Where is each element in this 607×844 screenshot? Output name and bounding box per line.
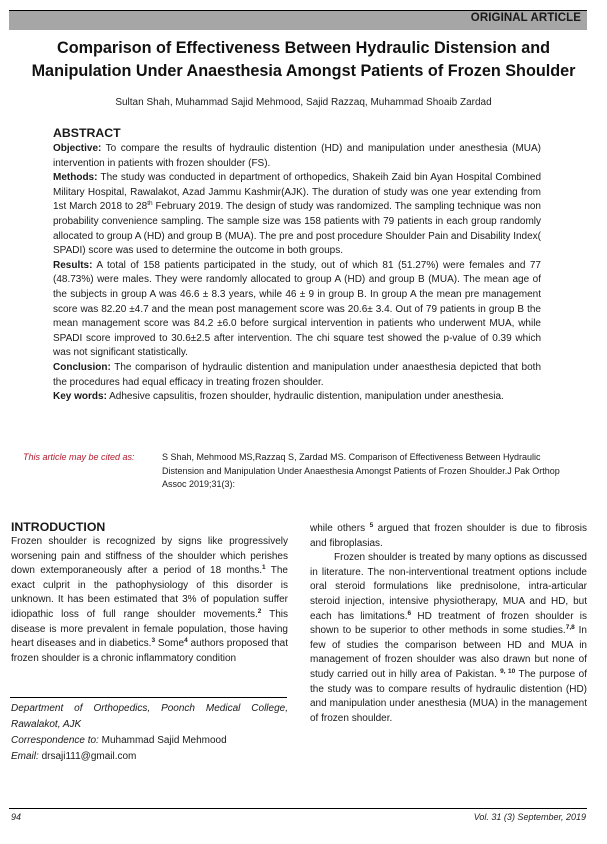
abstract-objective [53, 142, 541, 171]
article-type-label: ORIGINAL ARTICLE [470, 12, 581, 24]
footnote-divider [10, 697, 287, 698]
abstract-keywords [53, 390, 541, 405]
intro-text: while others [310, 523, 370, 534]
correspondence-label: Correspondence to: [11, 735, 99, 746]
reference-2[interactable]: 2 [257, 607, 262, 615]
abstract-heading: ABSTRACT [53, 126, 121, 140]
email-line [11, 749, 288, 765]
reference-6[interactable]: 6 [407, 609, 412, 617]
intro-text: authors proposed that frozen shoulder is a chronic inflammatory condition [11, 638, 289, 664]
methods-text-cont: February 2019. The design of study was randomized. The sampling technique was non probability convenience sampling. The sample size was 158 patients with 79 patients in each group randomly allocated to group A (HD) and group B (MUA). The pre and post procedure Shoulder Pain and Disability Index( SPADI) score was used to determine the outcome in both groups. [53, 201, 541, 257]
article-title [0, 37, 607, 83]
intro-text: Some [155, 638, 185, 650]
keywords-text: Adhesive capsulitis, frozen shoulder, hydraulic distention, manipulation under anesthesia. [106, 391, 504, 403]
reference-7-8[interactable]: 7,8 [565, 624, 575, 632]
reference-3[interactable]: 3 [151, 637, 156, 645]
abstract-section [53, 126, 541, 405]
reference-5[interactable]: 5 [369, 522, 374, 529]
objective-text: To compare the results of hydraulic distention (HD) and manipulation under anesthesia (MUA) intervention in patients with frozen shoulder (FS). [53, 143, 541, 169]
conclusion-text: The comparison of hydraulic distention and manipulation under anaesthesia depicted that both the procedures had equal efficacy in treating frozen shoulder. [53, 361, 541, 388]
intro-text: The purpose of the study was to compare results of hydraulic distention (HD) and manipulation under anesthesia (MUA) in the management of frozen shoulder. [310, 668, 587, 724]
intro-text: This disease is more prevalent in female population, those having heart diseases and in diabetics. [11, 608, 288, 650]
page-number: 94 [11, 812, 22, 822]
abstract-results [53, 259, 541, 361]
abstract-methods [53, 171, 541, 259]
correspondence [11, 733, 288, 749]
reference-9-10[interactable]: 9, 10 [500, 667, 516, 675]
correspondence-name: Muhammad Sajid Mehmood [98, 735, 227, 746]
introduction-heading: INTRODUCTION [11, 520, 106, 534]
footer-divider [9, 808, 587, 809]
introduction-paragraph-1 [11, 535, 288, 666]
affiliation: Department of Orthopedics, Poonch Medical College, Rawalakot, AJK [11, 703, 288, 730]
introduction-left-column [11, 520, 288, 666]
article-title-line-1: Comparison of Effectiveness Between Hydraulic Distension and [57, 39, 550, 57]
methods-label: Methods: [53, 172, 98, 184]
reference-1[interactable]: 1 [262, 564, 266, 572]
citation-text: S Shah, Mehmood MS,Razzaq S, Zardad MS. Comparison of Effectiveness Between Hydraulic Distension and Manipulation Under Anaesthesia Amongst Patients of Frozen Shoulder.J Pak Orthop Assoc 2019;31(3): [162, 452, 560, 489]
intro-text: HD treatment of frozen shoulder is shown to be superior to other methods in some studies. [310, 610, 587, 637]
methods-superscript: th [147, 200, 153, 208]
citation-label: This article may be cited as: [23, 452, 135, 462]
article-title-line-2: Manipulation Under Anaesthesia Amongst Patients of Frozen Shoulder [31, 62, 576, 80]
journal-issue: Vol. 31 (3) September, 2019 [473, 812, 586, 822]
author-footnote [11, 701, 288, 765]
intro-text: argued that frozen shoulder is due to fibrosis and fibroplasias. [310, 523, 587, 549]
intro-text: In few of studies the comparison between HD and MUA in management of frozen shoulder was also drawn but none of study carried out in hilly area of Pakistan. [310, 625, 587, 680]
intro-text: Frozen shoulder is treated by many options as discussed in literature. The non-interventional treatment options include oral steroid formulations like prednisolone, intra-articular steroid injection, intensive physiotherapy, MUA and HD, but each has limitations. [310, 552, 587, 622]
email-address[interactable]: drsaji111@gmail.com [38, 751, 137, 762]
intro-text: The exact culprit in the pathophysiology of this disorder is unknown. It has been estimated that 3% of population suffer idiopathic loss of full range shoulder movements. [11, 565, 288, 620]
section-header-bar [9, 10, 587, 30]
author-list: Sultan Shah, Muhammad Sajid Mehmood, Sajid Razzaq, Muhammad Shoaib Zardad [115, 97, 492, 108]
introduction-paragraph-1-cont [310, 522, 587, 551]
keywords-label: Key words: [53, 391, 107, 403]
conclusion-label: Conclusion: [53, 361, 111, 373]
intro-text: Frozen shoulder is recognized by signs like progressively worsening pain and stiffness of the shoulder which perishes down extemporaneously after a period of 18 months. [11, 536, 288, 577]
abstract-conclusion [53, 361, 541, 390]
introduction-paragraph-2 [310, 551, 587, 726]
reference-4[interactable]: 4 [184, 637, 188, 645]
methods-text: The study was conducted in department of orthopedics, Shakeih Zaid bin Ayan Hospital Combined Military Hospital, Rawalakot, Azad Jammu Kashmir(AJK). The duration of study was one year extending from 1st March 2018 to 28 [53, 172, 541, 213]
email-label: Email: [11, 751, 39, 762]
results-text: A total of 158 patients participated in the study, out of which 81 (51.27%) were females and 77 (48.73%) were males. They were randomly allocated to group A (HD) and group B (MUA). The mean age of the subjects in group A was 46.6 ± 8.3 years, while 46 ± 9 in group B. In group A the mean pre management score was 82.20 ±4.7 and the mean post management score was 20.6± 3.4. Out of 79 patients in group B the mean management score was 84.2 ±6.0 before surgical intervention in patients who underwent MUA, while SPADI score improved to 30.6±2.5 after intervention. The chi square test showed the p-value of 0.39 which was not significant statistically. [53, 259, 541, 359]
introduction-right-column [310, 522, 587, 726]
results-label: Results: [53, 259, 93, 271]
objective-label: Objective: [53, 143, 102, 154]
